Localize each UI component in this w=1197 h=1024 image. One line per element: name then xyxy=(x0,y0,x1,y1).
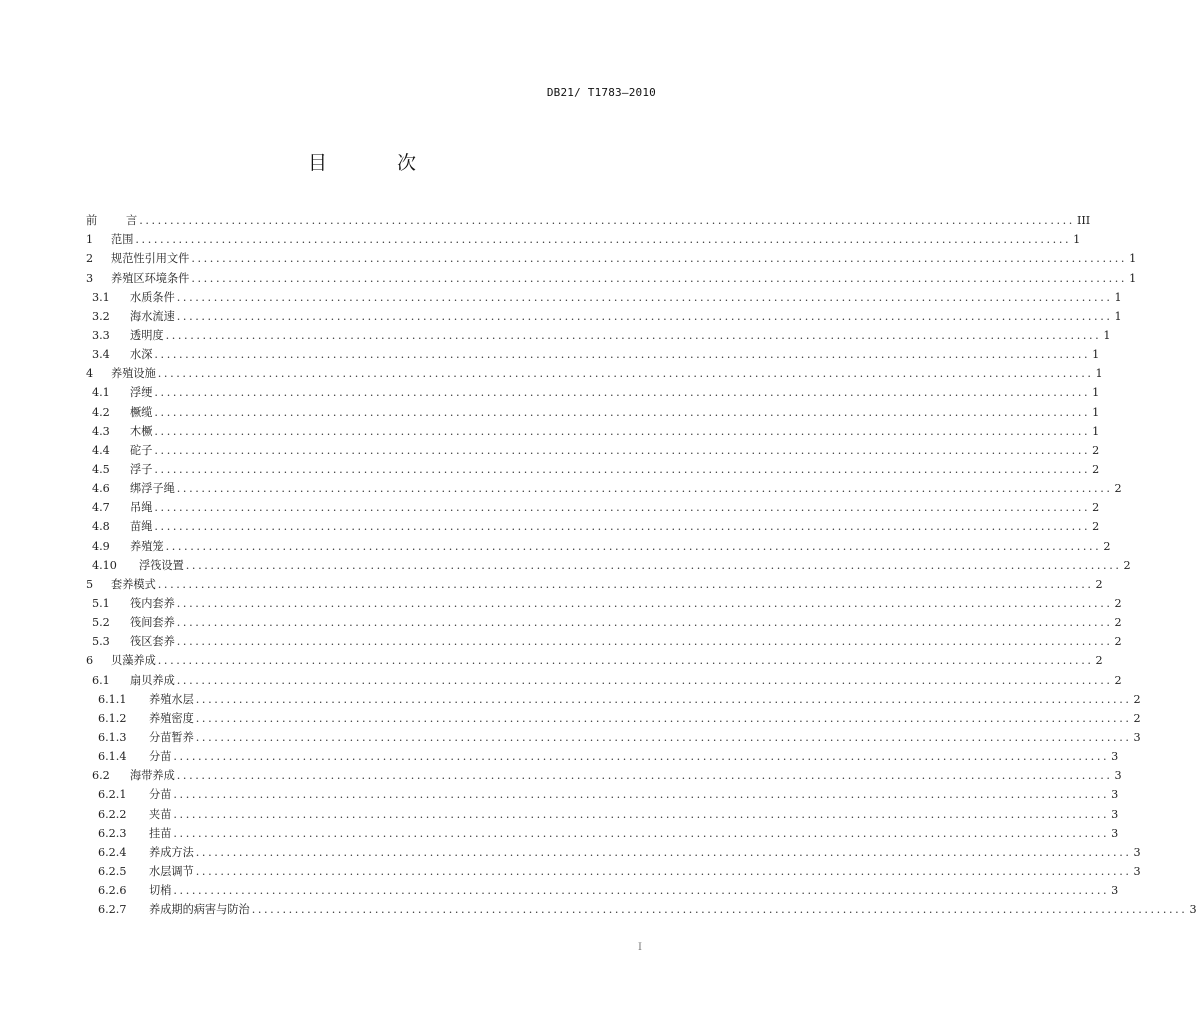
toc-dot-leader: ........................................................................................................................................................ xyxy=(157,654,1094,668)
toc-entry-page: 1 xyxy=(1114,290,1122,304)
footer-page-number: I xyxy=(638,942,642,953)
toc-dot-leader: ........................................................................................................................................................ xyxy=(173,788,1110,802)
toc-entry-page: 3 xyxy=(1133,845,1141,859)
toc-entry-number: 1 xyxy=(86,233,94,247)
toc-dot-leader: ........................................................................................................................................................ xyxy=(195,864,1132,878)
toc-entry-page: 2 xyxy=(1095,577,1103,591)
toc-dot-leader: ........................................................................................................................................................ xyxy=(139,214,1075,228)
toc-entry-title: 挂苗 xyxy=(149,826,172,840)
toc-entry-page: 2 xyxy=(1114,616,1122,630)
toc-entry-page: 2 xyxy=(1133,692,1141,706)
table-of-contents xyxy=(86,211,1197,919)
toc-entry-number: 6.1 xyxy=(92,673,110,687)
toc-entry-number: 4.4 xyxy=(92,443,110,457)
toc-entry-number: 6.1.1 xyxy=(98,692,127,706)
toc-dot-leader: ........................................................................................................................................................ xyxy=(157,577,1094,591)
page-title: 目 次 xyxy=(307,152,449,174)
toc-entry-number: 6.2.2 xyxy=(98,807,127,821)
toc-entry-title: 砣子 xyxy=(130,443,153,457)
toc-entry-title: 言 xyxy=(126,214,138,228)
toc-entry-number: 5.2 xyxy=(92,616,110,630)
toc-entry-title: 养殖密度 xyxy=(149,711,194,725)
toc-entry-number: 4.5 xyxy=(92,462,110,476)
toc-entry[interactable] xyxy=(86,785,1119,804)
toc-entry[interactable] xyxy=(86,804,1119,823)
toc-entry-page: 1 xyxy=(1114,309,1122,323)
toc-entry-title: 筏区套养 xyxy=(130,635,175,649)
toc-entry-title: 养成期的病害与防治 xyxy=(149,903,250,917)
toc-entry-page: 2 xyxy=(1095,654,1103,668)
toc-entry[interactable] xyxy=(86,881,1119,900)
toc-entry-title: 水层调节 xyxy=(149,864,194,878)
toc-dot-leader: ........................................................................................................................................................ xyxy=(135,233,1072,247)
toc-entry-title: 扇贝养成 xyxy=(130,673,175,687)
toc-entry-page: 3 xyxy=(1114,769,1122,783)
toc-dot-leader: ........................................................................................................................................................ xyxy=(176,309,1113,323)
toc-dot-leader: ........................................................................................................................................................ xyxy=(165,328,1102,342)
toc-dot-leader: ........................................................................................................................................................ xyxy=(173,884,1110,898)
toc-entry-title: 苗绳 xyxy=(130,520,153,534)
toc-dot-leader: ........................................................................................................................................................ xyxy=(154,462,1091,476)
toc-dot-leader: ........................................................................................................................................................ xyxy=(165,539,1102,553)
toc-entry-title: 水深 xyxy=(130,348,153,362)
toc-entry-number: 3.1 xyxy=(92,290,110,304)
toc-dot-leader: ........................................................................................................................................................ xyxy=(154,520,1091,534)
toc-entry-number: 6.1.2 xyxy=(98,711,127,725)
toc-entry-number: 4.1 xyxy=(92,386,110,400)
toc-dot-leader: ........................................................................................................................................................ xyxy=(176,673,1113,687)
toc-entry-page: 3 xyxy=(1111,788,1119,802)
toc-entry[interactable] xyxy=(86,402,1100,421)
toc-entry-title: 养殖水层 xyxy=(149,692,194,706)
toc-entry[interactable] xyxy=(86,268,1137,287)
toc-entry[interactable] xyxy=(86,441,1100,460)
toc-dot-leader: ........................................................................................................................................................ xyxy=(154,405,1091,419)
toc-entry[interactable] xyxy=(86,383,1100,402)
toc-entry-number: 6 xyxy=(86,654,94,668)
toc-dot-leader: ........................................................................................................................................................ xyxy=(154,424,1091,438)
toc-entry-number: 4.10 xyxy=(92,558,117,572)
toc-entry-number: 6.2.6 xyxy=(98,884,127,898)
toc-entry[interactable] xyxy=(86,422,1100,441)
toc-entry-number: 6.2.1 xyxy=(98,788,127,802)
toc-entry[interactable] xyxy=(86,613,1122,632)
toc-entry[interactable] xyxy=(86,517,1100,536)
toc-entry[interactable] xyxy=(86,594,1122,613)
toc-dot-leader: ........................................................................................................................................................ xyxy=(154,386,1091,400)
toc-entry[interactable] xyxy=(86,536,1111,555)
toc-entry-number: 4.9 xyxy=(92,539,110,553)
toc-entry-number: 2 xyxy=(86,252,94,266)
toc-entry-title: 养殖区环境条件 xyxy=(111,271,190,285)
toc-entry[interactable] xyxy=(86,670,1122,689)
toc-entry-page: 2 xyxy=(1114,596,1122,610)
toc-entry[interactable] xyxy=(86,326,1111,345)
toc-entry[interactable] xyxy=(86,651,1103,670)
toc-entry-page: 3 xyxy=(1111,750,1119,764)
toc-entry-title: 套养模式 xyxy=(111,577,156,591)
toc-entry-page: III xyxy=(1076,214,1091,228)
toc-dot-leader: ........................................................................................................................................................ xyxy=(176,635,1113,649)
toc-entry-page: 1 xyxy=(1129,252,1137,266)
toc-dot-leader: ........................................................................................................................................................ xyxy=(195,692,1132,706)
toc-entry[interactable] xyxy=(86,824,1119,843)
toc-entry[interactable] xyxy=(86,556,1131,575)
toc-entry-number: 6.2.3 xyxy=(98,826,127,840)
toc-dot-leader: ........................................................................................................................................................ xyxy=(176,290,1113,304)
toc-entry[interactable] xyxy=(86,249,1137,268)
toc-dot-leader: ........................................................................................................................................................ xyxy=(185,558,1122,572)
toc-entry-title: 范围 xyxy=(111,233,134,247)
toc-entry-number: 4.6 xyxy=(92,482,110,496)
toc-entry-title: 切梢 xyxy=(149,884,172,898)
toc-entry-page: 3 xyxy=(1133,730,1141,744)
toc-entry-number: 4.2 xyxy=(92,405,110,419)
toc-entry[interactable] xyxy=(86,230,1081,249)
toc-entry[interactable] xyxy=(86,307,1122,326)
toc-entry[interactable] xyxy=(86,862,1141,881)
toc-dot-leader: ........................................................................................................................................................ xyxy=(176,482,1113,496)
toc-entry-page: 1 xyxy=(1092,348,1100,362)
toc-entry-number: 6.2.4 xyxy=(98,845,127,859)
toc-entry[interactable] xyxy=(86,690,1141,709)
toc-entry-number: 6.2 xyxy=(92,769,110,783)
toc-entry-title: 木橛 xyxy=(130,424,153,438)
toc-entry-title: 筏内套养 xyxy=(130,596,175,610)
toc-entry-page: 1 xyxy=(1129,271,1137,285)
toc-entry[interactable] xyxy=(86,345,1100,364)
toc-entry-title: 浮子 xyxy=(130,462,153,476)
toc-entry-number: 4 xyxy=(86,367,94,381)
toc-entry-page: 2 xyxy=(1092,462,1100,476)
toc-entry-title: 养殖笼 xyxy=(130,539,164,553)
toc-dot-leader: ........................................................................................................................................................ xyxy=(154,348,1091,362)
toc-entry-title: 规范性引用文件 xyxy=(111,252,190,266)
toc-dot-leader: ........................................................................................................................................................ xyxy=(176,596,1113,610)
toc-entry-number: 4.8 xyxy=(92,520,110,534)
toc-dot-leader: ........................................................................................................................................................ xyxy=(173,826,1110,840)
toc-entry-page: 2 xyxy=(1114,635,1122,649)
toc-entry-title: 养殖设施 xyxy=(111,367,156,381)
toc-entry-page: 1 xyxy=(1103,328,1111,342)
toc-dot-leader: ........................................................................................................................................................ xyxy=(173,750,1110,764)
toc-entry[interactable] xyxy=(86,288,1122,307)
toc-entry[interactable] xyxy=(86,709,1141,728)
toc-entry-page: 2 xyxy=(1133,711,1141,725)
toc-entry-title: 浮绠 xyxy=(130,386,153,400)
toc-entry-title: 绑浮子绳 xyxy=(130,482,175,496)
toc-entry-title: 橛缆 xyxy=(130,405,153,419)
toc-entry-number: 6.2.5 xyxy=(98,864,127,878)
toc-entry-number: 6.1.3 xyxy=(98,730,127,744)
toc-entry-title: 吊绳 xyxy=(130,501,153,515)
toc-entry-page: 3 xyxy=(1189,903,1197,917)
toc-entry[interactable] xyxy=(86,728,1141,747)
toc-dot-leader: ........................................................................................................................................................ xyxy=(176,616,1113,630)
toc-entry[interactable] xyxy=(86,498,1100,517)
toc-dot-leader: ........................................................................................................................................................ xyxy=(191,252,1128,266)
toc-entry-title: 海带养成 xyxy=(130,769,175,783)
toc-entry-page: 2 xyxy=(1103,539,1111,553)
toc-entry-title: 分苗 xyxy=(149,788,172,802)
toc-entry-number: 4.3 xyxy=(92,424,110,438)
toc-entry-title: 夹苗 xyxy=(149,807,172,821)
toc-entry-page: 3 xyxy=(1111,826,1119,840)
toc-dot-leader: ........................................................................................................................................................ xyxy=(154,501,1091,515)
toc-entry[interactable] xyxy=(86,479,1122,498)
toc-entry-number: 3.2 xyxy=(92,309,110,323)
toc-entry-number: 3.3 xyxy=(92,328,110,342)
toc-entry-page: 2 xyxy=(1092,520,1100,534)
toc-entry-number: 5.1 xyxy=(92,596,110,610)
toc-entry-number: 3 xyxy=(86,271,94,285)
toc-entry-page: 2 xyxy=(1114,482,1122,496)
toc-entry-number: 6.2.7 xyxy=(98,903,127,917)
toc-entry-page: 2 xyxy=(1123,558,1131,572)
toc-dot-leader: ........................................................................................................................................................ xyxy=(195,730,1132,744)
toc-entry-page: 3 xyxy=(1111,807,1119,821)
toc-entry-title: 浮筏设置 xyxy=(139,558,184,572)
toc-entry-title: 贝藻养成 xyxy=(111,654,156,668)
toc-entry-title: 海水流速 xyxy=(130,309,175,323)
toc-dot-leader: ........................................................................................................................................................ xyxy=(195,845,1132,859)
toc-entry[interactable] xyxy=(86,632,1122,651)
toc-entry[interactable] xyxy=(86,460,1100,479)
toc-entry-number: 4.7 xyxy=(92,501,110,515)
toc-dot-leader: ........................................................................................................................................................ xyxy=(157,367,1094,381)
toc-entry-title: 筏间套养 xyxy=(130,616,175,630)
toc-entry-number: 5 xyxy=(86,577,94,591)
toc-entry[interactable] xyxy=(86,843,1141,862)
toc-entry-number: 前 xyxy=(86,214,98,228)
toc-entry-title: 透明度 xyxy=(130,328,164,342)
toc-entry-title: 分苗 xyxy=(149,750,172,764)
toc-entry-page: 1 xyxy=(1092,386,1100,400)
toc-entry-page: 1 xyxy=(1092,405,1100,419)
toc-entry-page: 1 xyxy=(1092,424,1100,438)
toc-dot-leader: ........................................................................................................................................................ xyxy=(173,807,1110,821)
document-code: DB21/ T1783—2010 xyxy=(546,86,656,99)
toc-entry-page: 1 xyxy=(1073,233,1081,247)
toc-entry-page: 2 xyxy=(1092,443,1100,457)
toc-entry[interactable] xyxy=(86,364,1103,383)
toc-entry-title: 养成方法 xyxy=(149,845,194,859)
toc-dot-leader: ........................................................................................................................................................ xyxy=(195,711,1132,725)
toc-dot-leader: ........................................................................................................................................................ xyxy=(154,443,1091,457)
toc-entry-title: 分苗暂养 xyxy=(149,730,194,744)
toc-entry[interactable] xyxy=(86,747,1119,766)
toc-entry-page: 1 xyxy=(1095,367,1103,381)
toc-entry[interactable] xyxy=(86,575,1103,594)
toc-dot-leader: ........................................................................................................................................................ xyxy=(191,271,1128,285)
toc-dot-leader: ........................................................................................................................................................ xyxy=(251,903,1188,917)
toc-entry-number: 5.3 xyxy=(92,635,110,649)
toc-entry[interactable] xyxy=(86,900,1197,919)
toc-entry[interactable] xyxy=(86,211,1091,230)
toc-entry-page: 2 xyxy=(1114,673,1122,687)
toc-entry-number: 3.4 xyxy=(92,348,110,362)
toc-entry-page: 3 xyxy=(1111,884,1119,898)
toc-entry-page: 2 xyxy=(1092,501,1100,515)
toc-entry-number: 6.1.4 xyxy=(98,750,127,764)
toc-entry[interactable] xyxy=(86,766,1122,785)
toc-dot-leader: ........................................................................................................................................................ xyxy=(176,769,1113,783)
toc-entry-page: 3 xyxy=(1133,864,1141,878)
toc-entry-title: 水质条件 xyxy=(130,290,175,304)
